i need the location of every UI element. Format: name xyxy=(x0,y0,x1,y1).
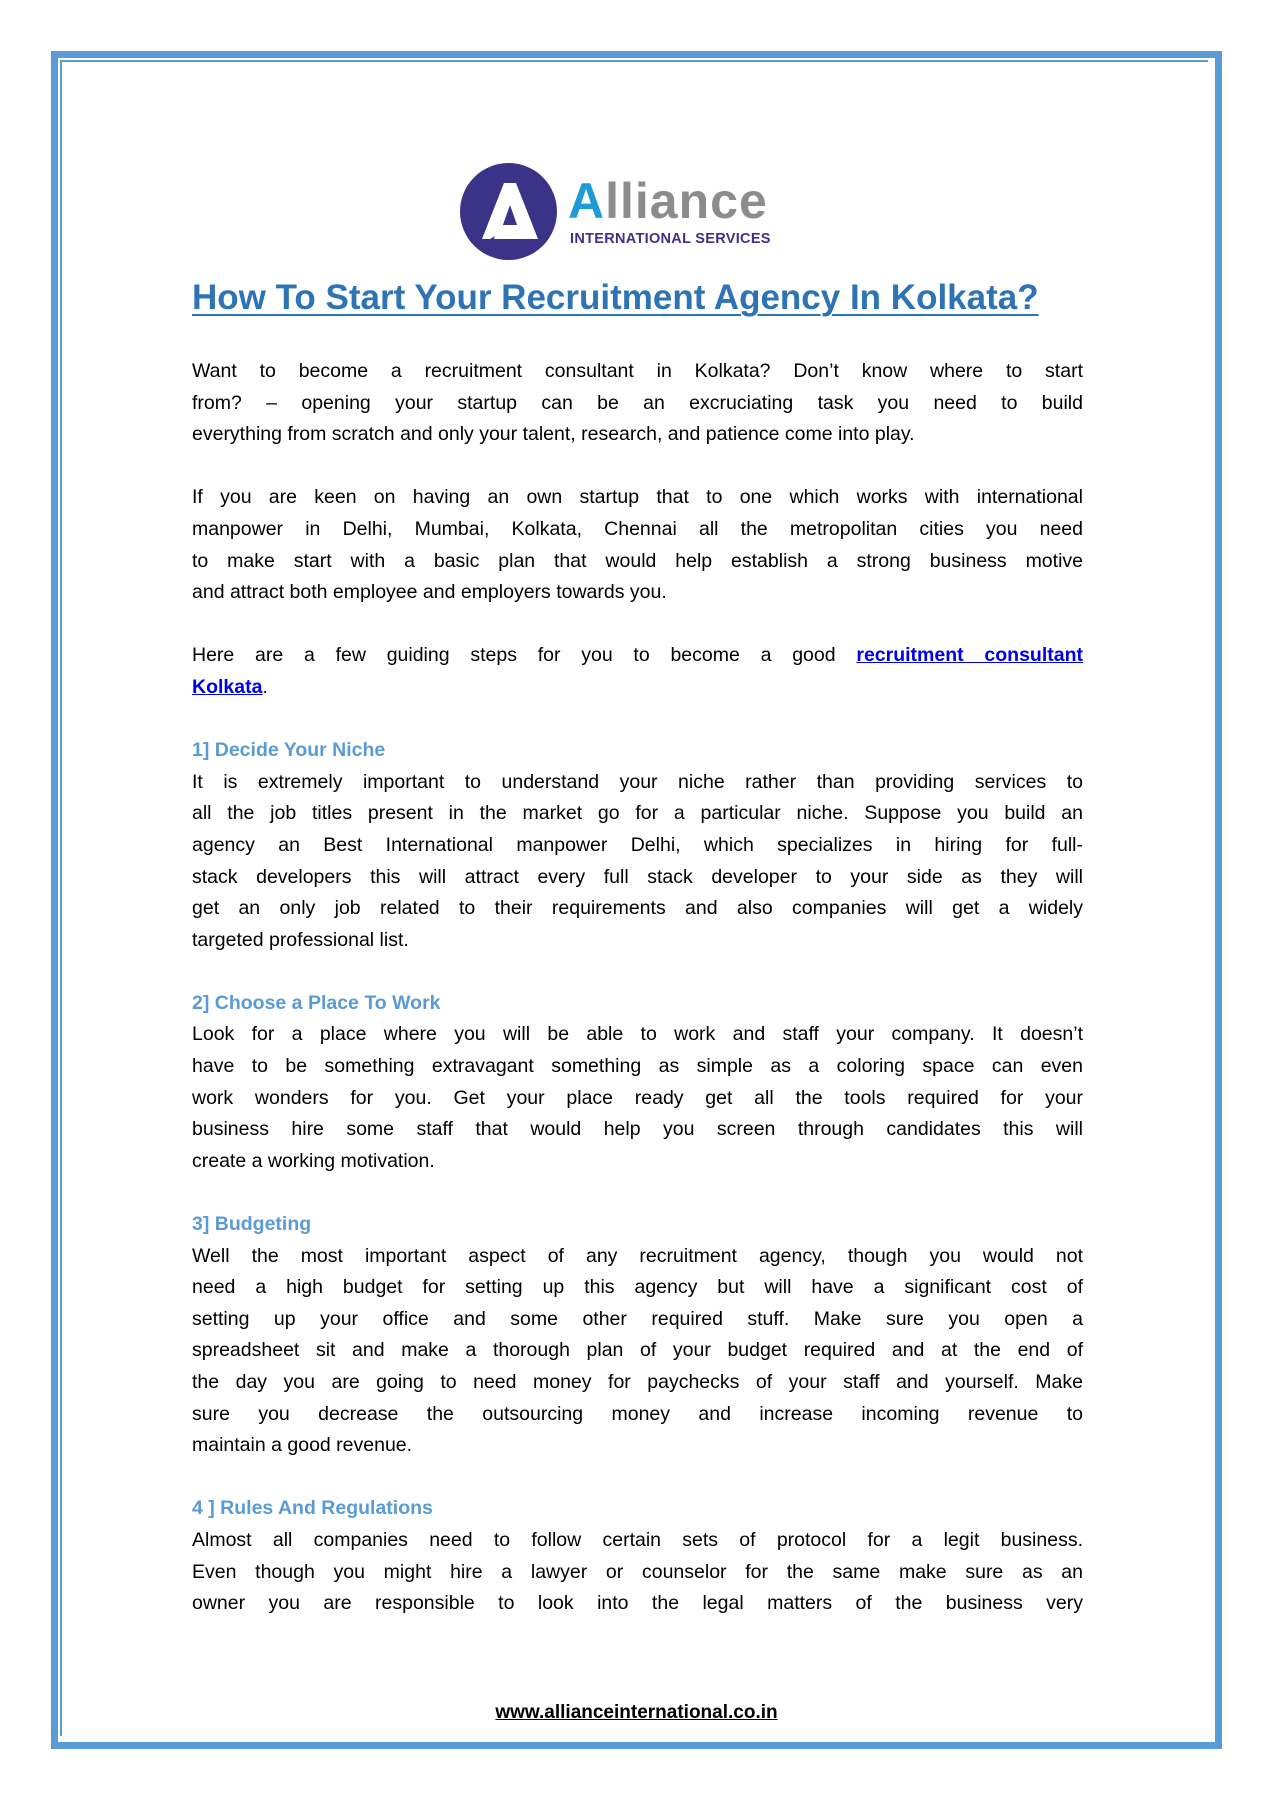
intro-paragraph xyxy=(192,356,1083,451)
text-line: need a high budget for setting up this agency but will have a significant cost of xyxy=(192,1276,1083,1299)
intro-paragraph xyxy=(192,482,1083,608)
text-line: all the job titles present in the market go for a particular niche. Suppose you build an xyxy=(192,802,1083,825)
company-logo xyxy=(460,163,820,263)
text-line: work wonders for you. Get your place ready get all the tools required for your xyxy=(192,1086,1083,1109)
text-line: to make start with a basic plan that would help establish a strong business motive xyxy=(192,549,1083,572)
text-line: Even though you might hire a lawyer or counselor for the same make sure as an xyxy=(192,1560,1083,1583)
logo-rest: lliance xyxy=(605,173,768,229)
text-line: spreadsheet sit and make a thorough plan of your budget required and at the end of xyxy=(192,1339,1083,1362)
section-1 xyxy=(192,735,1083,956)
text-line: Well the most important aspect of any recruitment agency, though you would not xyxy=(192,1244,1083,1267)
guide-paragraph xyxy=(192,640,1083,703)
text-line: maintain a good revenue. xyxy=(192,1434,413,1457)
text-line: everything from scratch and only your talent, research, and patience come into play. xyxy=(192,423,915,446)
text-line: the day you are going to need money for paychecks of your staff and yourself. Make xyxy=(192,1371,1083,1393)
guide-text: Here are a few guiding steps for you to become a good xyxy=(192,644,836,667)
logo-letter: A xyxy=(568,173,606,229)
text-line: If you are keen on having an own startup that to one which works with international xyxy=(192,486,1083,509)
logo-a-icon xyxy=(460,163,557,260)
text-line: stack developers this will attract every full stack developer to your side as they will xyxy=(192,865,1083,888)
text-line xyxy=(192,640,1083,672)
section-heading: 4 ] Rules And Regulations xyxy=(192,1497,433,1520)
recruitment-consultant-link[interactable]: recruitment consultant xyxy=(856,644,1083,667)
text-line: It is extremely important to understand your niche rather than providing services to xyxy=(192,770,1083,793)
text-line: targeted professional list. xyxy=(192,928,409,951)
text-line: manpower in Delhi, Mumbai, Kolkata, Chennai all the metropolitan cities you need xyxy=(192,517,1083,540)
section-heading: 1] Decide Your Niche xyxy=(192,739,386,762)
section-2 xyxy=(192,988,1083,1178)
text-line: Look for a place where you will be able to work and staff your company. It doesn’t xyxy=(192,1023,1083,1046)
period: . xyxy=(262,675,268,698)
footer xyxy=(0,1702,1273,1724)
website-link[interactable]: www.allianceinternational.co.in xyxy=(495,1702,778,1723)
text-line: Almost all companies need to follow certain sets of protocol for a legit business. xyxy=(192,1528,1083,1551)
text-line: have to be something extravagant something as simple as a coloring space can even xyxy=(192,1055,1083,1078)
section-heading: 2] Choose a Place To Work xyxy=(192,991,441,1014)
text-line xyxy=(192,672,1083,704)
text-line: owner you are responsible to look into the legal matters of the business very xyxy=(192,1592,1083,1615)
section-3 xyxy=(192,1209,1083,1462)
logo-wordmark xyxy=(568,173,768,229)
text-line: from? – opening your startup can be an excruciating task you need to build xyxy=(192,391,1083,414)
text-line: create a working motivation. xyxy=(192,1149,435,1172)
text-line: agency an Best International manpower Delhi, which specializes in hiring for full- xyxy=(192,833,1083,856)
text-line: Want to become a recruitment consultant in Kolkata? Don’t know where to start xyxy=(192,360,1083,382)
text-line: sure you decrease the outsourcing money and increase incoming revenue to xyxy=(192,1402,1083,1425)
logo-subtitle: INTERNATIONAL SERVICES xyxy=(570,231,771,247)
text-line: setting up your office and some other required stuff. Make sure you open a xyxy=(192,1307,1083,1330)
section-4 xyxy=(192,1493,1083,1619)
recruitment-consultant-link-cont[interactable]: Kolkata xyxy=(192,675,263,698)
text-line: business hire some staff that would help you screen through candidates this will xyxy=(192,1118,1083,1141)
section-heading: 3] Budgeting xyxy=(192,1213,312,1236)
text-line: and attract both employee and employers towards you. xyxy=(192,581,667,604)
page-title[interactable]: How To Start Your Recruitment Agency In Kolkata? xyxy=(192,278,1039,317)
text-line: get an only job related to their requirements and also companies will get a widely xyxy=(192,897,1083,920)
document-body xyxy=(192,356,1083,1651)
